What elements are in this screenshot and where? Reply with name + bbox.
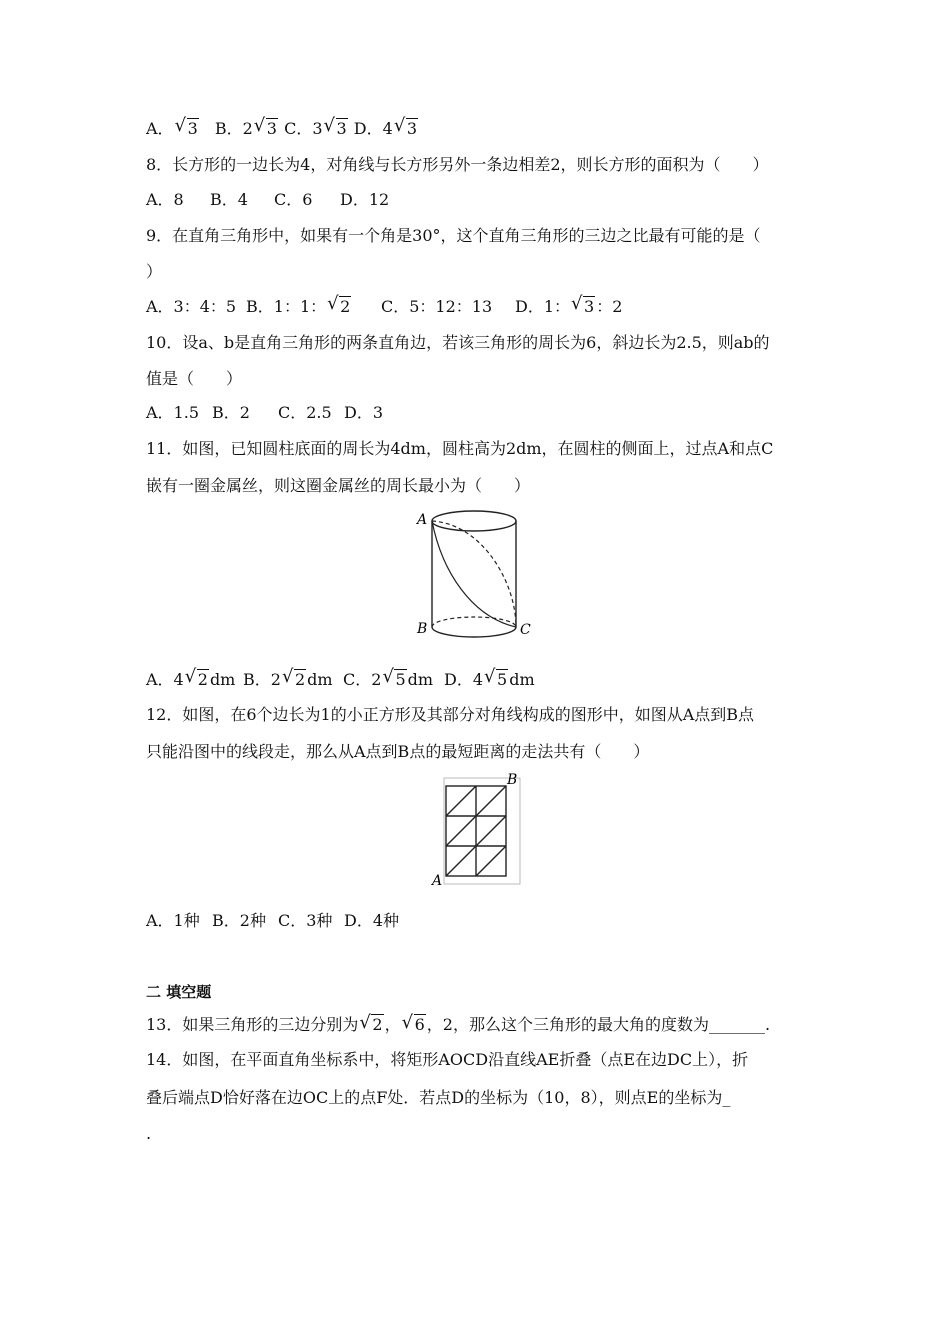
cylinder-figure bbox=[412, 502, 540, 644]
q12-option-b: B．2种 bbox=[212, 911, 266, 930]
label-b: B bbox=[507, 772, 518, 788]
q11-option-c: C．2√ 5 dm bbox=[343, 669, 444, 690]
q10-option-b: B．2 bbox=[212, 403, 250, 422]
grid-figure bbox=[428, 768, 524, 888]
q12-stem-line2: 只能沿图中的线段走，那么从A点到B点的最短距离的走法共有（ ） bbox=[146, 742, 650, 761]
q10-stem-line2: 值是（ ） bbox=[146, 369, 243, 388]
q9-option-b: B．1：1：√ 2 bbox=[246, 296, 381, 317]
label-c: C bbox=[520, 622, 531, 638]
q10-option-d: D．3 bbox=[344, 403, 384, 422]
label-b: B bbox=[417, 621, 428, 637]
q14-stem-line2: 叠后端点D恰好落在边OC上的点F处．若点D的坐标为（10，8），则点E的坐标为_ bbox=[146, 1088, 731, 1107]
q11-stem-line2: 嵌有一圈金属丝，则这圈金属丝的周长最小为（ ） bbox=[146, 476, 531, 495]
wire-front bbox=[432, 521, 516, 627]
q10-stem-line1: 10．设a、b是直角三角形的两条直角边，若该三角形的周长为6，斜边长为2.5，则ab的 bbox=[146, 333, 770, 352]
q8-option-a: A．8 bbox=[146, 190, 184, 209]
q7-option-a: A．√ 3 bbox=[146, 118, 200, 139]
label-a: A bbox=[432, 873, 443, 888]
grid-frame bbox=[444, 778, 520, 884]
q14-stem-line1: 14．如图，在平面直角坐标系中，将矩形AOCD沿直线AE折叠（点E在边DC上），折 bbox=[146, 1050, 749, 1069]
q10-options bbox=[146, 403, 383, 423]
q7-option-b: B．2√ 3 bbox=[215, 118, 279, 139]
q13-stem: 13．如果三角形的三边分别为√ 2 ，√ 6 ，2，那么这个三角形的最大角的度数为_______. bbox=[146, 1015, 770, 1035]
q12-stem-line1: 12．如图，在6个边长为1的小正方形及其部分对角线构成的图形中，如图从A点到B点 bbox=[146, 705, 755, 724]
q8-options bbox=[146, 190, 389, 210]
q12-option-a: A．1种 bbox=[146, 911, 200, 930]
section-heading: 二 填空题 bbox=[146, 983, 212, 1001]
q7-options bbox=[146, 118, 419, 139]
q9-options bbox=[146, 296, 622, 317]
q12-option-c: C．3种 bbox=[278, 911, 333, 930]
q8-option-d: D．12 bbox=[340, 190, 390, 209]
q11-stem-line1: 11．如图，已知圆柱底面的周长为4dm，圆柱高为2dm，在圆柱的侧面上，过点A和点C bbox=[146, 439, 774, 458]
label-a: A bbox=[417, 512, 428, 528]
q9-stem-line2: ） bbox=[146, 262, 163, 281]
q11-option-b: B．2√ 2 dm bbox=[243, 669, 343, 690]
q10-option-a: A．1.5 bbox=[146, 403, 200, 422]
q11-option-d: D．4√ 5 dm bbox=[444, 669, 535, 690]
q9-option-d: D．1：√ 3 ：2 bbox=[515, 296, 622, 317]
cylinder-top-ellipse bbox=[432, 511, 516, 531]
q8-stem: 8．长方形的一边长为4，对角线与长方形另外一条边相差2，则长方形的面积为（ ） bbox=[146, 155, 769, 174]
grid-lines bbox=[446, 786, 506, 876]
q12-options bbox=[146, 911, 399, 931]
cylinder-bottom-front bbox=[432, 627, 516, 637]
cylinder-bottom-back bbox=[432, 617, 516, 627]
q9-option-a: A．3：4：5 bbox=[146, 297, 237, 316]
q10-option-c: C．2.5 bbox=[278, 403, 332, 422]
q11-options bbox=[146, 669, 535, 690]
q9-option-c: C．5：12：13 bbox=[381, 297, 493, 316]
q7-option-d: D．4√ 3 bbox=[354, 118, 419, 139]
q11-option-a: A．4√ 2 dm bbox=[146, 669, 243, 690]
wire-back bbox=[432, 521, 516, 627]
q9-stem-line1: 9．在直角三角形中，如果有一个角是30°，这个直角三角形的三边之比最有可能的是（ bbox=[146, 226, 761, 245]
q7-option-c: C．3√ 3 bbox=[284, 118, 349, 139]
q14-stem-line3: . bbox=[146, 1124, 152, 1143]
q8-option-c: C．6 bbox=[274, 190, 313, 209]
q12-option-d: D．4种 bbox=[344, 911, 400, 930]
q8-option-b: B．4 bbox=[210, 190, 248, 209]
